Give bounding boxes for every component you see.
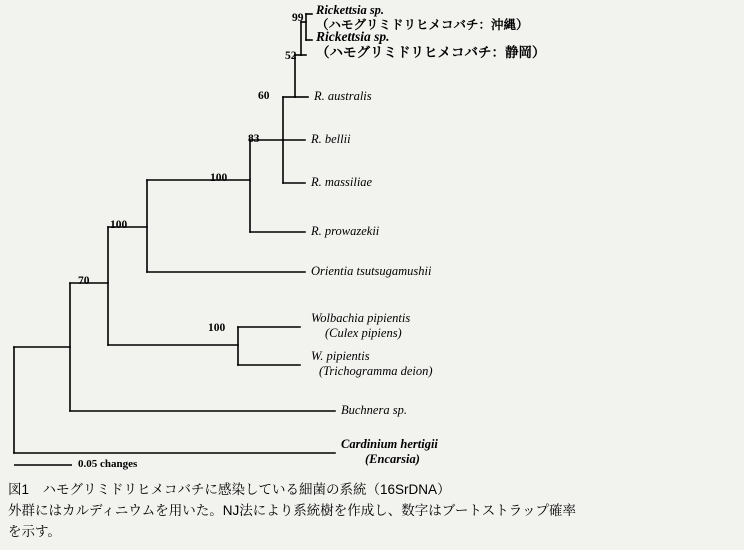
scale-bar-label: 0.05 changes [78, 458, 138, 470]
taxon-buchnera-sp [341, 403, 407, 418]
bootstrap-value-100-wolbachia: 100 [208, 322, 226, 334]
taxon-name-line1: R. massiliae [311, 175, 373, 189]
taxon-name-line1: R. prowazekii [311, 224, 380, 238]
taxon-name-line1: Rickettsia sp. [316, 29, 390, 44]
taxon-name-line2: (Culex pipiens) [325, 325, 402, 340]
bootstrap-value-83: 83 [248, 133, 260, 145]
taxon-w-pipientis-trichogramma [311, 349, 433, 379]
taxon-name-line1: Cardinium hertigii [341, 437, 438, 451]
bootstrap-value-99: 99 [292, 12, 304, 24]
taxon-r-prowazekii [311, 224, 379, 239]
bootstrap-value-100-clade: 100 [110, 219, 128, 231]
taxon-name-line1: Orientia tsutsugamushii [311, 264, 432, 278]
bootstrap-value-52: 52 [285, 50, 297, 62]
taxon-name-line2: (Trichogramma deion) [319, 363, 433, 378]
taxon-r-massiliae [311, 175, 372, 190]
bootstrap-value-100-rickettsia: 100 [210, 172, 228, 184]
taxon-name-line1: Buchnera sp. [341, 403, 407, 417]
taxon-r-australis [314, 89, 372, 104]
taxon-r-bellii [311, 132, 351, 147]
caption-line-3: を示す。 [8, 523, 61, 539]
taxon-rickettsia-shizuoka [316, 29, 546, 61]
taxon-name-line1: W. pipientis [311, 349, 370, 363]
taxon-name-line1: Wolbachia pipientis [311, 311, 411, 325]
figure-caption [8, 480, 738, 543]
bootstrap-value-60: 60 [258, 90, 270, 102]
taxon-name-line1: Rickettsia sp. [316, 3, 385, 17]
taxon-wolbachia-pipientis-culex [311, 311, 410, 341]
bootstrap-value-70-root: 70 [78, 275, 90, 287]
taxon-name-line1: R. australis [314, 89, 372, 103]
taxon-name-line2: (Encarsia) [365, 451, 420, 466]
caption-line-1: 図1 ハモグリミドリヒメコバチに感染している細菌の系統（16SrDNA） [8, 482, 451, 497]
taxon-name-line2: （ハモグリミドリヒメコバチ：沖縄） [316, 17, 529, 32]
taxon-name-line2: （ハモグリミドリヒメコバチ：静岡） [316, 44, 546, 60]
caption-line-2: 外群にはカルディニウムを用いた。NJ法により系統樹を作成し、数字はブートストラップ確率 [8, 502, 576, 518]
taxon-orientia-tsutsugamushii [311, 264, 432, 279]
taxon-name-line1: R. bellii [311, 132, 351, 146]
taxon-cardinium-hertigii [341, 437, 438, 467]
